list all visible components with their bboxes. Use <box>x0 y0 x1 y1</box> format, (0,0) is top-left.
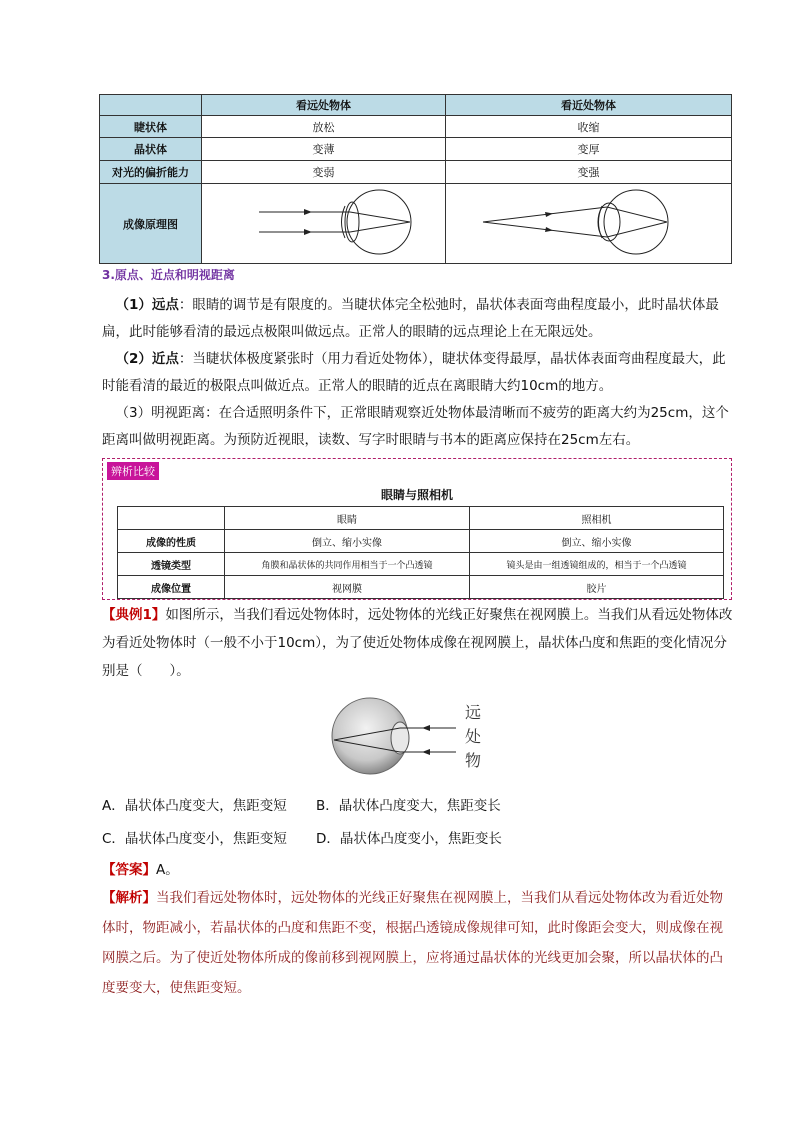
row-label: 对光的偏折能力 <box>100 161 202 184</box>
analysis-text: 当我们看远处物体时，远处物体的光线正好聚焦在视网膜上，当我们从看远处物体改为看近处物体时，物距减小，若晶状体的凸度和焦距不变，根据凸透镜成像规律可知，此时像距会变大，则成像在视网膜之后。为了使近处物体所成的像前移到视网膜上，应将通过晶状体的光线更加会聚，所以晶状体的凸度要变大，使焦距变短。 <box>102 890 723 996</box>
table-header-blank <box>118 507 225 530</box>
option-d: D．晶状体凸度变小，焦距变长 <box>316 831 502 847</box>
paragraph-visual-distance: （3）明视距离：在合适照明条件下，正常眼睛观察近处物体最清晰而不疲劳的距离大约为25cm，这个距离叫做明视距离。为预防近视眼，读数、写字时眼睛与书本的距离应保持在25cm左右。 <box>102 405 729 448</box>
option-c: C．晶状体凸度变小，焦距变短 <box>102 831 287 847</box>
table-row <box>100 138 732 161</box>
table-row <box>100 116 732 138</box>
near-point-lead: （2）近点 <box>115 351 179 367</box>
eye-accommodation-table <box>99 94 732 264</box>
table-row <box>100 161 732 184</box>
cell-camera: 镜头是由一组透镜组成的，相当于一个凸透镜 <box>470 553 724 576</box>
table-row <box>118 553 724 576</box>
far-point-text: ：眼睛的调节是有限度的。当睫状体完全松弛时，晶状体表面弯曲程度最小，此时晶状体最扁，此时能够看清的最远点极限叫做远点。正常人的眼睛的远点理论上在无限远处。 <box>102 297 719 340</box>
far-point-lead: （1）远点 <box>115 297 179 313</box>
option-b: B．晶状体凸度变大，焦距变长 <box>316 798 501 814</box>
table-header-near: 看近处物体 <box>446 95 732 116</box>
comparison-box <box>102 458 732 600</box>
cell-eye: 倒立、缩小实像 <box>225 530 470 553</box>
eye-camera-table <box>117 506 724 599</box>
table-header-eye: 眼睛 <box>225 507 470 530</box>
row-label: 成像原理图 <box>100 184 202 264</box>
cell-near: 变厚 <box>446 138 732 161</box>
eye-near-diagram <box>446 184 732 264</box>
answer-tag: 【答案】 <box>102 862 156 878</box>
figure-label-char: 物 <box>465 751 482 770</box>
answer-line <box>102 858 179 878</box>
near-point-text: ：当睫状体极度紧张时（用力看近处物体），睫状体变得最厚，晶状体表面弯曲程度最大，此时能看清的最近的极限点叫做近点。正常人的眼睛的近点在离眼睛大约10cm的地方。 <box>102 351 726 394</box>
row-label: 晶状体 <box>100 138 202 161</box>
row-label: 成像的性质 <box>118 530 225 553</box>
cell-eye: 角膜和晶状体的共同作用相当于一个凸透镜 <box>225 553 470 576</box>
analysis-paragraph <box>102 883 734 1003</box>
answer-value: A。 <box>156 862 179 878</box>
example-question-text: 如图所示，当我们看远处物体时，远处物体的光线正好聚焦在视网膜上。当我们从看远处物体改为看近处物体时（一般不小于10cm），为了使近处物体成像在视网膜上，晶状体凸度和焦距的变化情况分别是（ ）。 <box>102 607 733 679</box>
option-a: A．晶状体凸度变大，焦距变短 <box>102 798 287 814</box>
cell-near: 变强 <box>446 161 732 184</box>
cell-near: 收缩 <box>446 116 732 138</box>
eye-far-icon <box>204 185 444 259</box>
comparison-tag: 辨析比较 <box>107 462 159 480</box>
comparison-title: 眼睛与照相机 <box>380 488 453 502</box>
example-question <box>102 601 734 685</box>
cell-eye: 视网膜 <box>225 576 470 599</box>
row-label: 透镜类型 <box>118 553 225 576</box>
analysis-tag: 【解析】 <box>102 890 156 906</box>
figure-label-char: 远 <box>465 703 482 722</box>
table-header-camera: 照相机 <box>470 507 724 530</box>
paragraph-near-point <box>102 346 734 400</box>
example-tag: 【典例1】 <box>102 607 166 623</box>
cell-camera: 倒立、缩小实像 <box>470 530 724 553</box>
eye-far-diagram <box>202 184 446 264</box>
section-title: 3.原点、近点和明视距离 <box>102 268 235 282</box>
row-label: 成像位置 <box>118 576 225 599</box>
row-label: 睫状体 <box>100 116 202 138</box>
cell-far: 变薄 <box>202 138 446 161</box>
table-header-far: 看远处物体 <box>202 95 446 116</box>
eye-far-object-figure <box>318 694 498 776</box>
table-row <box>118 576 724 599</box>
table-row <box>100 184 732 264</box>
table-header-blank <box>100 95 202 116</box>
paragraph-far-point <box>102 292 734 346</box>
figure-label-char: 处 <box>465 727 482 746</box>
eye-near-icon <box>449 185 729 259</box>
cell-far: 放松 <box>202 116 446 138</box>
cell-camera: 胶片 <box>470 576 724 599</box>
cell-far: 变弱 <box>202 161 446 184</box>
table-row <box>118 530 724 553</box>
